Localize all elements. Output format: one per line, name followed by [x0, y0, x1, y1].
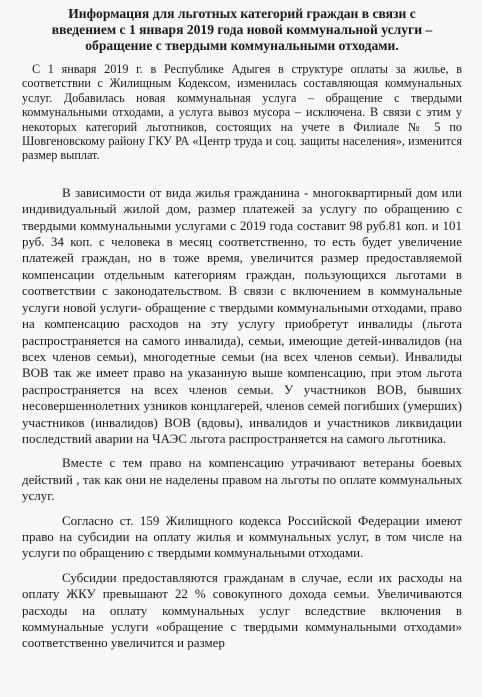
title-line-1: Информация для льготных категорий граждан в связи с	[68, 6, 416, 21]
title-line-3: обращение с твердыми коммунальными отходами.	[85, 38, 399, 53]
intro-paragraph: С 1 января 2019 г. в Республике Адыгея в структуре оплаты за жилье, в соответствии с Жилищным Кодексом, изменилась составляющая коммунальных услуг. Добавилась новая коммунальная услуга – обращение с твердыми коммунальными отходами, а услуга вывоз мусора – исключена. В связи с этим у некоторых категорий льготников, состоящих на учете в Филиале № 5 по Шовгеновскому району ГКУ РА «Центр труда и соц. защиты населения», изменится размер выплат.	[22, 62, 462, 163]
title-line-2: введением с 1 января 2019 года новой коммунальной услуги –	[51, 22, 433, 37]
paragraph-subsidy-conditions: Субсидии предоставляются гражданам в случае, если их расходы на оплату ЖКУ превышают 22 % совокупного дохода семьи. Увеличиваются расходы на оплату коммунальных услуг вследствие включения в коммунальные услуги «обращение с твердыми коммунальными отходами» соответственно увеличится и размер	[22, 569, 462, 651]
document-title	[22, 6, 462, 54]
paragraph-veterans: Вместе с тем право на компенсацию утрачивают ветераны боевых действий , так как они не наделены правом на льготы по оплате коммунальных услуг.	[22, 455, 462, 504]
paragraph-subsidy-law: Согласно ст. 159 Жилищного кодекса Российской Федерации имеют право на субсидии на оплату жилья и коммунальных услуг, в том числе на услуги по обращению с твердыми коммунальными отходами.	[22, 512, 462, 561]
paragraph-payments-compensation: В зависимости от вида жилья гражданина - многоквартирный дом или индивидуальный жилой дом, размер платежей за услугу по обращению с твердыми коммунальными услугами с 2019 года составит 98 руб.81 коп. и 101 руб. 34 коп. с человека в месяц соответственно, то есть будет увеличение платежей граждан, но в тоже время, увеличится размер предоставляемой компенсации отдельным категориям граждан, пользующихся льготами в соответствии с законодательством. В связи с включением в коммунальные услуги новой услуги- обращение с твердыми коммунальными отходами, право на компенсацию расходов на эту услугу приобретут инвалиды (льгота распространяется на самого инвалида), семьи, имеющие детей-инвалидов (на всех членов семьи), многодетные семьи (на всех членов семьи). Инвалиды ВОВ так же имеет право на указанную выше компенсацию, при этом льгота распространяется на всех членов семьи. У участников ВОВ, бывших несовершеннолетних узников концлагерей, членов семей погибших (умерших) участников (инвалидов) ВОВ (вдовы), инвалидов и участников ликвидации последствий аварии на ЧАЭС льгота распространяется на самого льготника.	[22, 184, 462, 446]
